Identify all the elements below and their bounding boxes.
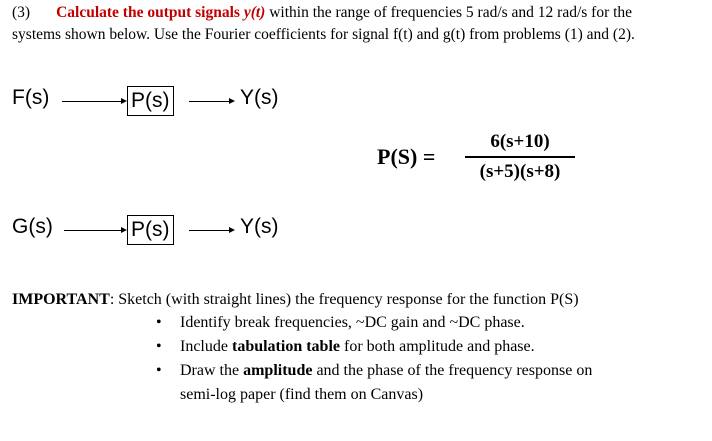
- problem-statement: [12, 2, 702, 46]
- problem-instruction: Calculate the output signals: [56, 4, 244, 21]
- requirements-list: [156, 311, 696, 407]
- problem-number: (3): [12, 4, 31, 21]
- problem-line-2: systems shown below. Use the Fourier coefficients for signal f(t) and g(t) from problems (1) and (2).: [12, 26, 635, 43]
- bullet-icon: •: [156, 314, 162, 331]
- output-signal-symbol: y(t): [243, 4, 266, 21]
- diagram-1-output-line: [189, 101, 229, 102]
- diagram-1-input-line: [62, 101, 122, 102]
- bullet-icon: •: [156, 338, 162, 355]
- diagram-2-block: P(s): [127, 215, 174, 245]
- important-heading: IMPORTANT: [12, 291, 110, 308]
- bullet-2-pre: Include: [180, 338, 232, 355]
- block-diagram-1: [0, 82, 320, 122]
- diagram-1-output: Y(s): [240, 86, 279, 109]
- bullet-icon: •: [156, 362, 162, 379]
- diagram-1-block: P(s): [127, 86, 174, 116]
- bullet-1-text: Identify break frequencies, ~DC gain and ~DC phase.: [180, 314, 525, 331]
- equation-lhs: P(S) =: [377, 144, 436, 169]
- list-item: [156, 359, 696, 407]
- bullet-3-continuation: semi-log paper (find them on Canvas): [180, 386, 424, 403]
- fraction-bar: [465, 156, 575, 158]
- diagram-2-output-arrow-icon: [229, 227, 235, 233]
- equation-numerator: 6(s+10): [490, 131, 550, 152]
- diagram-1-input: F(s): [12, 86, 50, 109]
- diagram-2-input: G(s): [12, 215, 53, 238]
- diagram-2-input-line: [64, 230, 122, 231]
- diagram-1-output-arrow-icon: [229, 98, 235, 104]
- diagram-2-output-line: [189, 230, 229, 231]
- bullet-3-pre: Draw the: [180, 362, 244, 379]
- bullet-3-post: and the phase of the frequency response on: [312, 362, 593, 379]
- list-item: [156, 311, 696, 335]
- important-note: [12, 288, 702, 311]
- equation-denominator: (s+5)(s+8): [479, 160, 561, 182]
- bullet-2-post: for both amplitude and phase.: [340, 338, 535, 355]
- equation-fraction: [465, 130, 575, 184]
- bullet-2-bold: tabulation table: [231, 338, 340, 355]
- block-diagram-2: [0, 211, 320, 251]
- diagram-2-output: Y(s): [240, 215, 279, 238]
- problem-line-1: [12, 2, 702, 24]
- problem-line-1-rest: within the range of frequencies 5 rad/s and 12 rad/s for the: [265, 4, 633, 21]
- important-text: : Sketch (with straight lines) the frequency response for the function P(S): [109, 291, 579, 308]
- list-item: [156, 335, 696, 359]
- bullet-3-bold: amplitude: [243, 362, 313, 379]
